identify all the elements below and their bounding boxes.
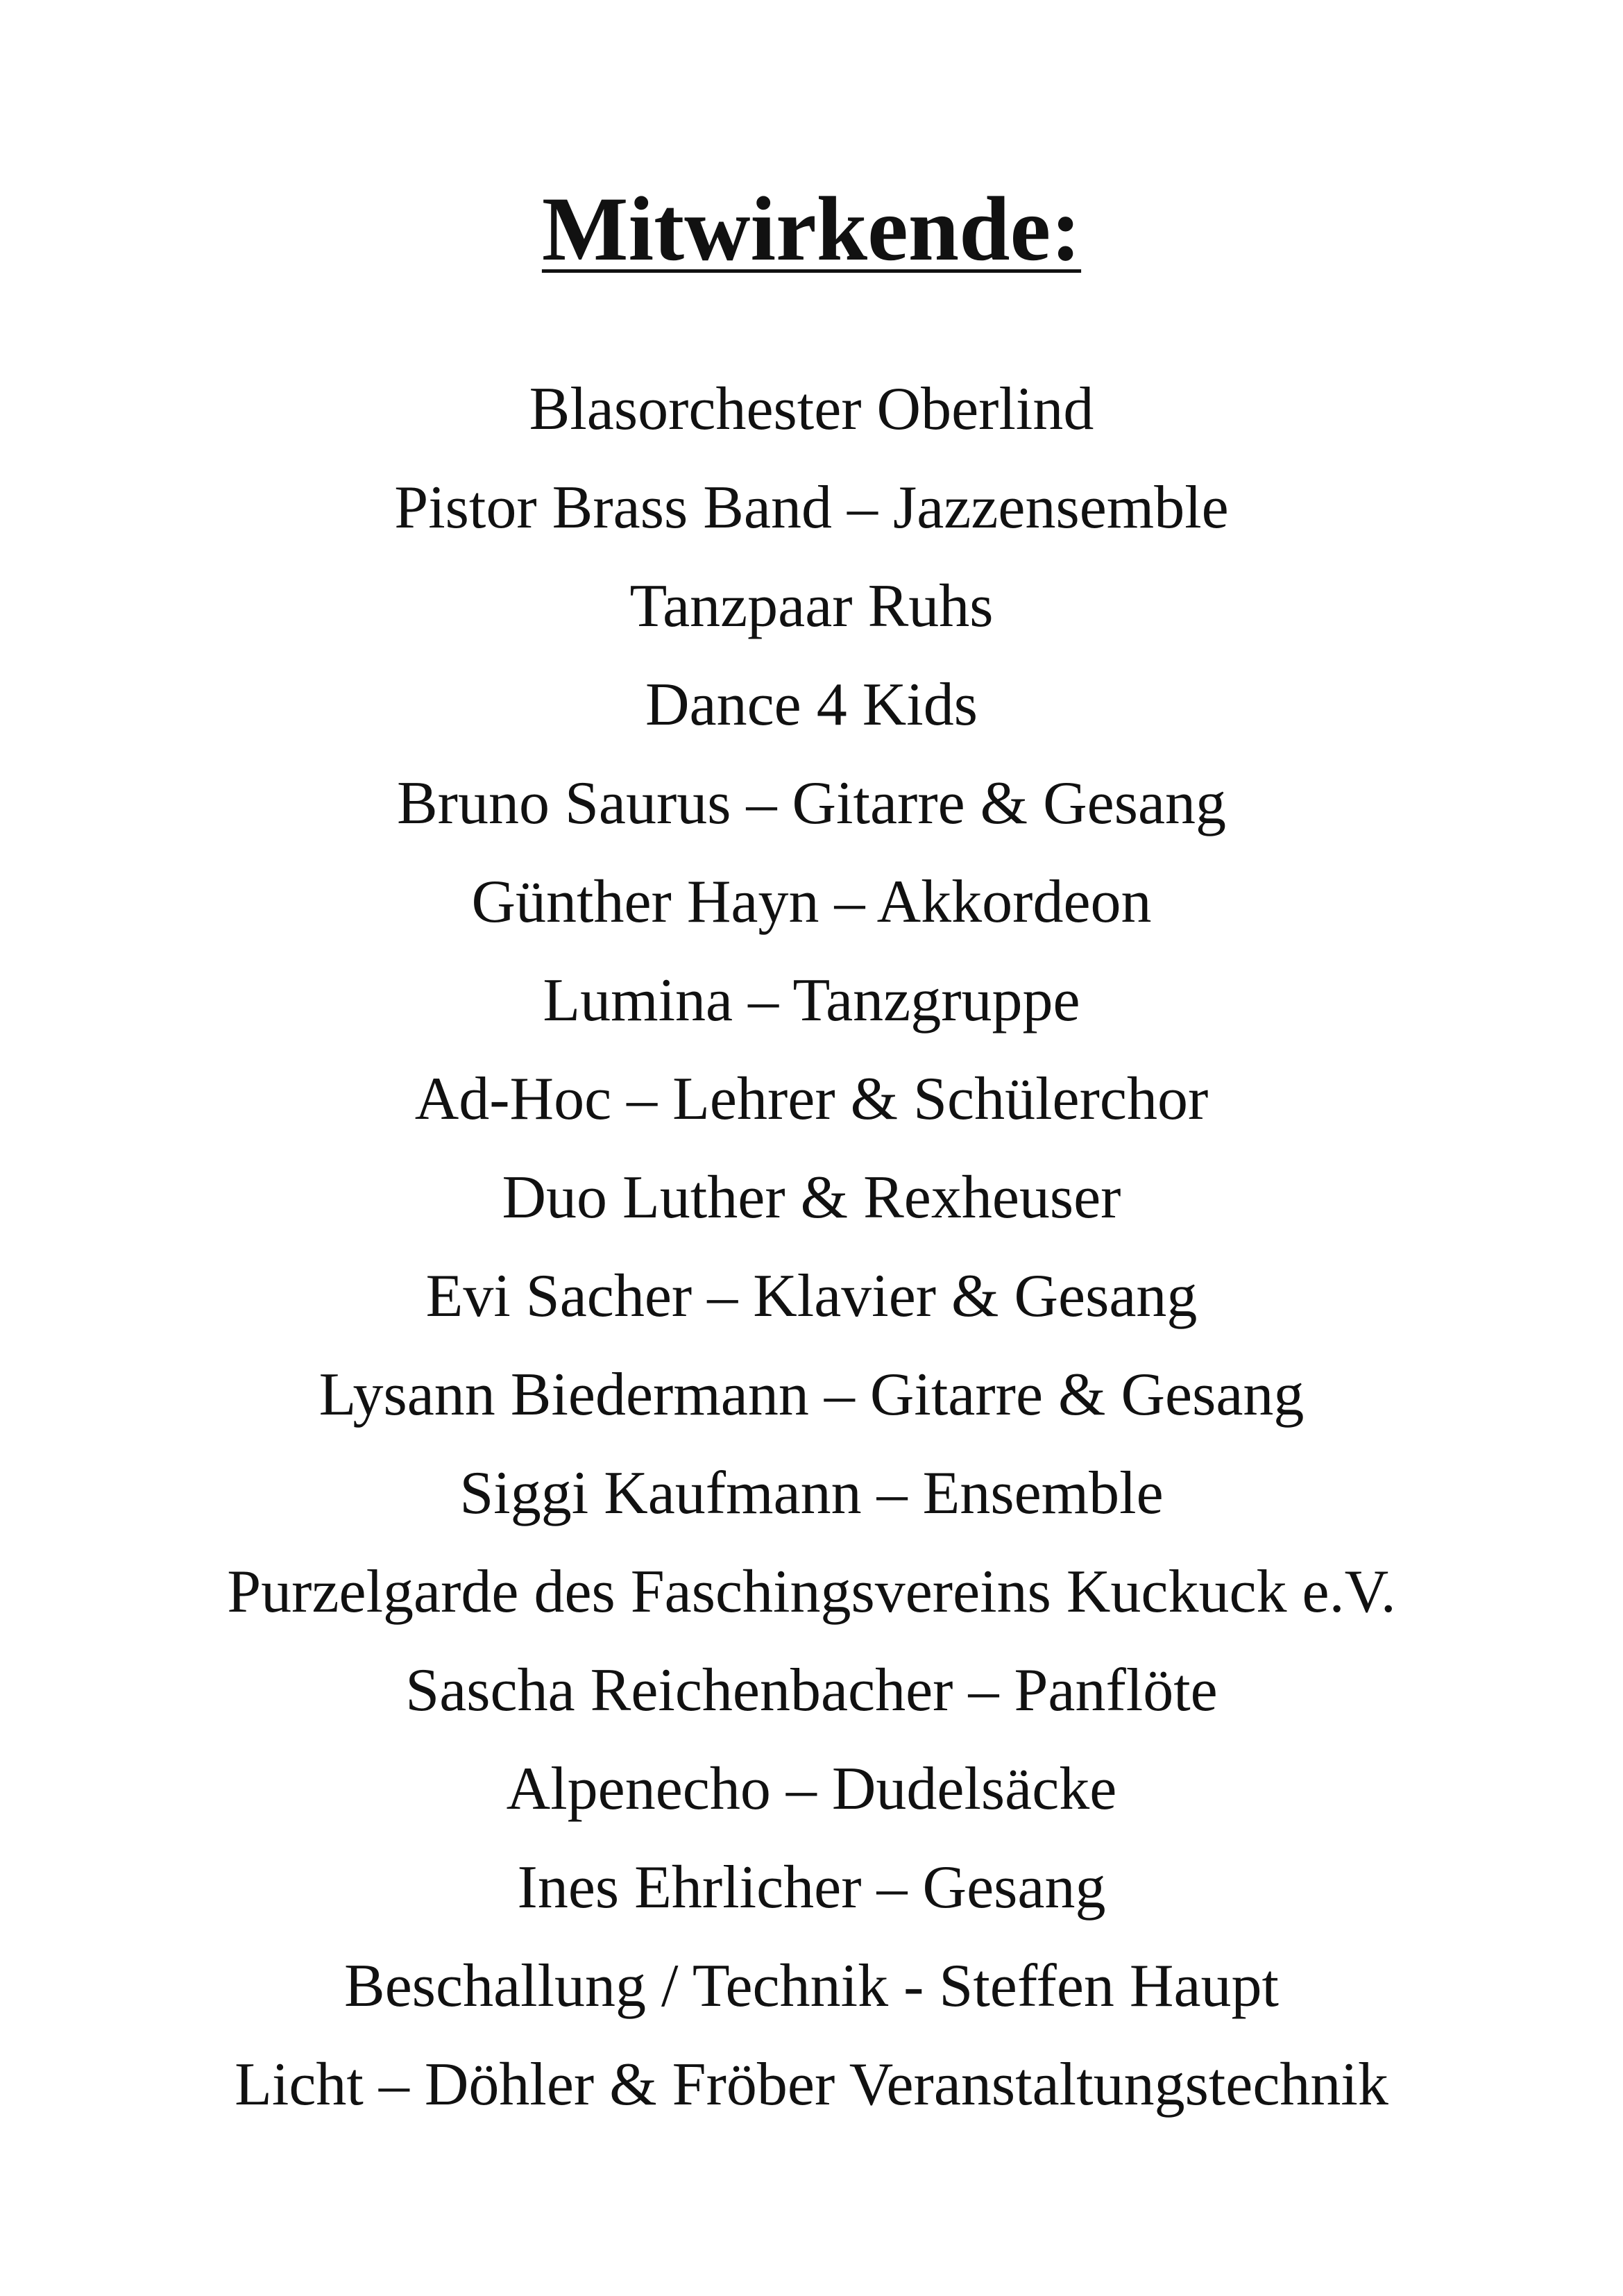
list-item: Siggi Kaufmann – Ensemble (459, 1460, 1164, 1527)
list-item: Blasorchester Oberlind (529, 375, 1094, 443)
list-item: Bruno Saurus – Gitarre & Gesang (396, 770, 1227, 837)
list-item: Pistor Brass Band – Jazzensemble (394, 474, 1229, 541)
list-item: Purzelgarde des Faschingsvereins Kuckuck e.V. (227, 1558, 1396, 1626)
list-item: Evi Sacher – Klavier & Gesang (425, 1263, 1198, 1330)
list-item: Duo Luther & Rexheuser (502, 1164, 1121, 1231)
list-item: Ines Ehrlicher – Gesang (517, 1854, 1106, 1921)
page-title: Mitwirkende: (541, 178, 1082, 280)
list-item: Tanzpaar Ruhs (629, 573, 994, 640)
list-item: Beschallung / Technik - Steffen Haupt (344, 1952, 1279, 2020)
list-item: Alpenecho – Dudelsäcke (506, 1755, 1117, 1823)
list-item: Licht – Döhler & Fröber Veranstaltungstechnik (235, 2051, 1388, 2118)
list-item: Dance 4 Kids (645, 671, 978, 738)
list-item: Lumina – Tanzgruppe (543, 967, 1080, 1034)
list-item: Sascha Reichenbacher – Panflöte (405, 1657, 1218, 1724)
list-item: Günther Hayn – Akkordeon (471, 868, 1152, 936)
list-item: Lysann Biedermann – Gitarre & Gesang (318, 1361, 1305, 1428)
list-item: Ad-Hoc – Lehrer & Schülerchor (414, 1065, 1209, 1133)
performer-list (0, 368, 1623, 2142)
